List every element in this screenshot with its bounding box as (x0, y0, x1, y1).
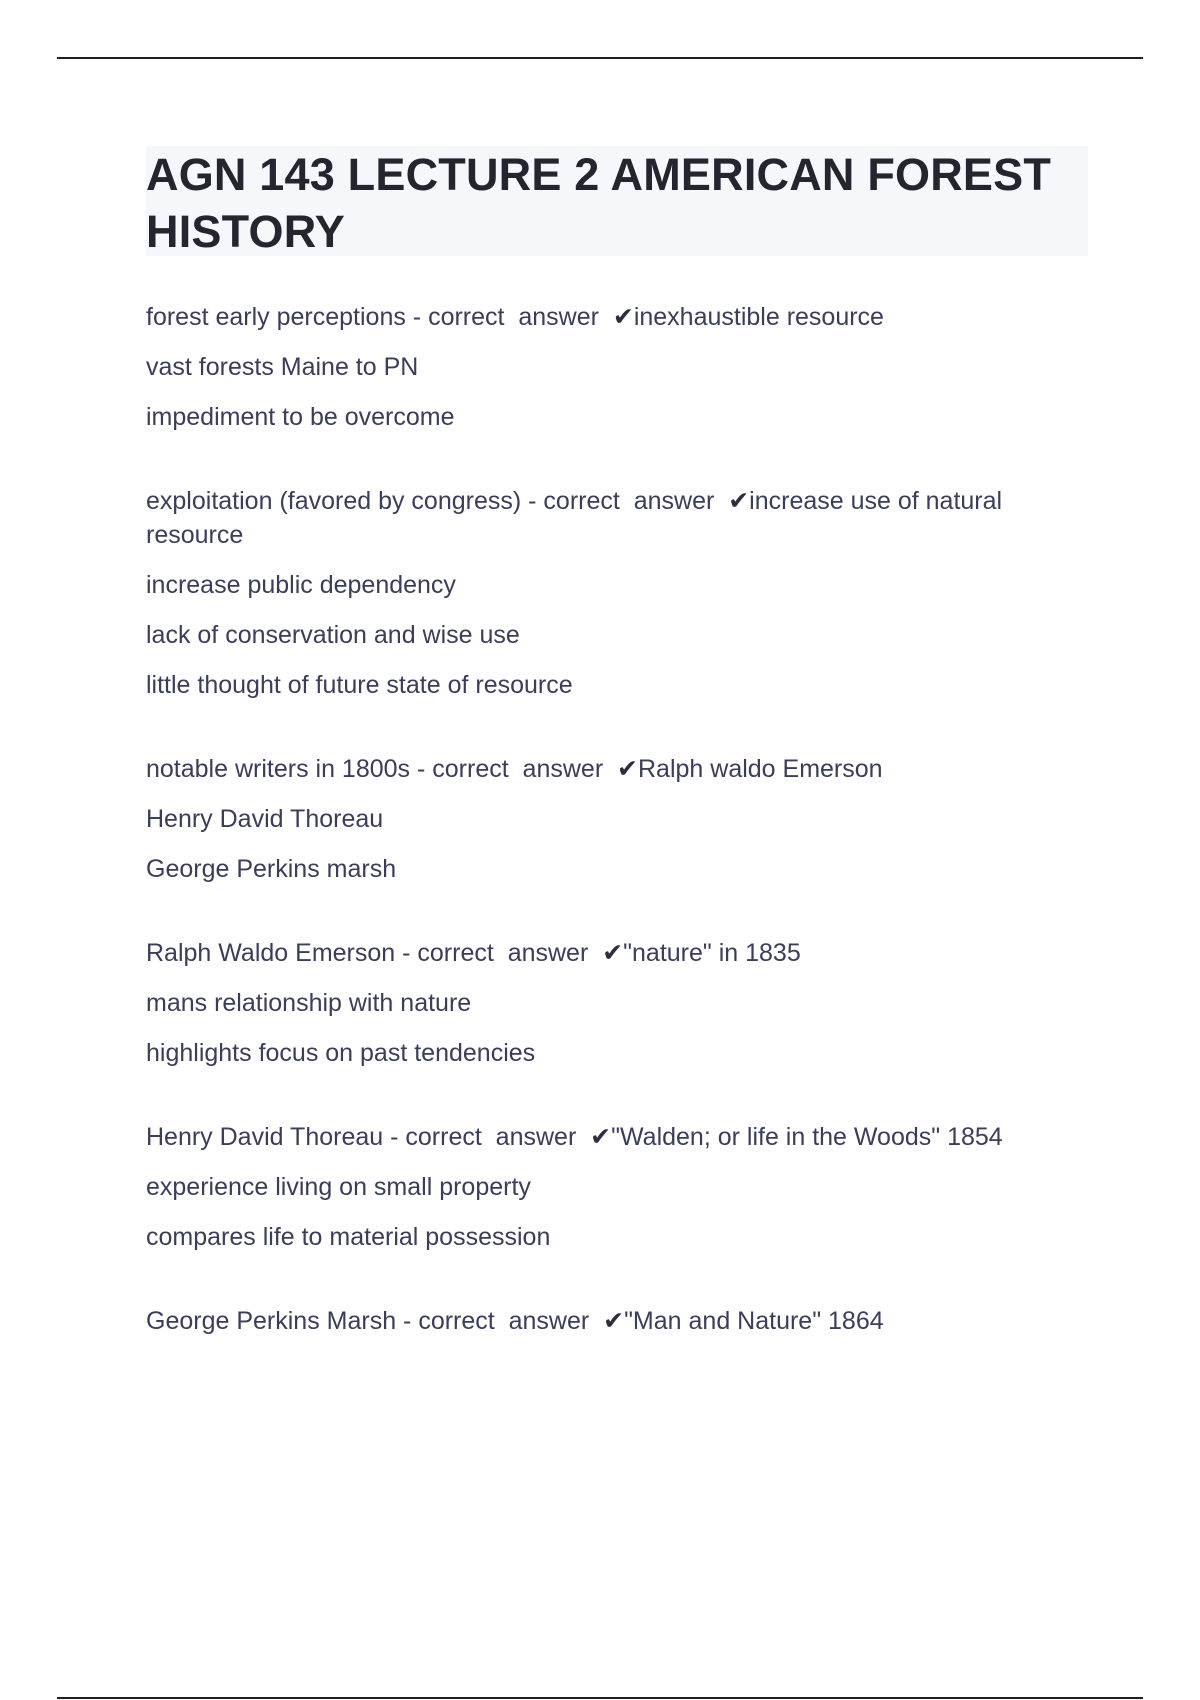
qa-question: exploitation (favored by congress) (146, 487, 522, 515)
qa-question: George Perkins Marsh (146, 1307, 397, 1335)
qa-separator: - correct answer (395, 939, 603, 967)
top-rule (57, 57, 1143, 59)
qa-question-line (146, 1120, 1091, 1154)
qa-question-line (146, 300, 1091, 334)
check-icon: ✔ (590, 1123, 612, 1151)
qa-answer-line: highlights focus on past tendencies (146, 1039, 536, 1067)
qa-answer-line: Henry David Thoreau (146, 805, 384, 833)
qa-answer: Ralph waldo Emerson (638, 755, 883, 783)
qa-card (146, 1304, 1091, 1338)
qa-card (146, 936, 1091, 1070)
title-block (146, 146, 1088, 256)
qa-answer-line: impediment to be overcome (146, 403, 455, 431)
page-title: AGN 143 LECTURE 2 AMERICAN FOREST HISTORY (146, 149, 1052, 257)
qa-answer-line: experience living on small property (146, 1173, 531, 1201)
qa-question: Ralph Waldo Emerson (146, 939, 396, 967)
qa-answer-line: increase public dependency (146, 571, 456, 599)
qa-question-line (146, 1304, 1091, 1338)
qa-question-line (146, 936, 1091, 970)
qa-separator: - correct answer (383, 1123, 591, 1151)
qa-answer-line: vast forests Maine to PN (146, 353, 419, 381)
check-icon: ✔ (602, 939, 624, 967)
qa-separator: - correct answer (410, 755, 618, 783)
check-icon: ✔ (603, 1307, 625, 1335)
qa-question: notable writers in 1800s (146, 755, 411, 783)
qa-question: forest early perceptions (146, 303, 406, 331)
qa-answer-line: little thought of future state of resource (146, 671, 573, 699)
qa-answer-line: George Perkins marsh (146, 855, 397, 883)
check-icon: ✔ (728, 487, 750, 515)
qa-answer: "Walden; or life in the Woods" 1854 (611, 1123, 1003, 1151)
qa-card (146, 752, 1091, 886)
qa-separator: - correct answer (396, 1307, 604, 1335)
qa-answer: inexhaustible resource (633, 303, 884, 331)
qa-separator: - correct answer (405, 303, 613, 331)
qa-question: Henry David Thoreau (146, 1123, 384, 1151)
qa-list (146, 300, 1091, 1354)
qa-answer-line: mans relationship with nature (146, 989, 472, 1017)
qa-answer-line: compares life to material possession (146, 1223, 551, 1251)
qa-answer: increase use of natural resource (146, 487, 1003, 549)
qa-answer-line: lack of conservation and wise use (146, 621, 520, 649)
qa-separator: - correct answer (521, 487, 729, 515)
qa-question-line (146, 752, 1091, 786)
check-icon: ✔ (617, 755, 638, 783)
bottom-rule (57, 1697, 1143, 1699)
qa-answer: "Man and Nature" 1864 (624, 1307, 884, 1335)
qa-card (146, 1120, 1091, 1254)
qa-card (146, 300, 1091, 434)
qa-answer: "nature" in 1835 (623, 939, 801, 967)
qa-card (146, 484, 1091, 702)
qa-question-line (146, 484, 1091, 552)
check-icon: ✔ (612, 303, 634, 331)
